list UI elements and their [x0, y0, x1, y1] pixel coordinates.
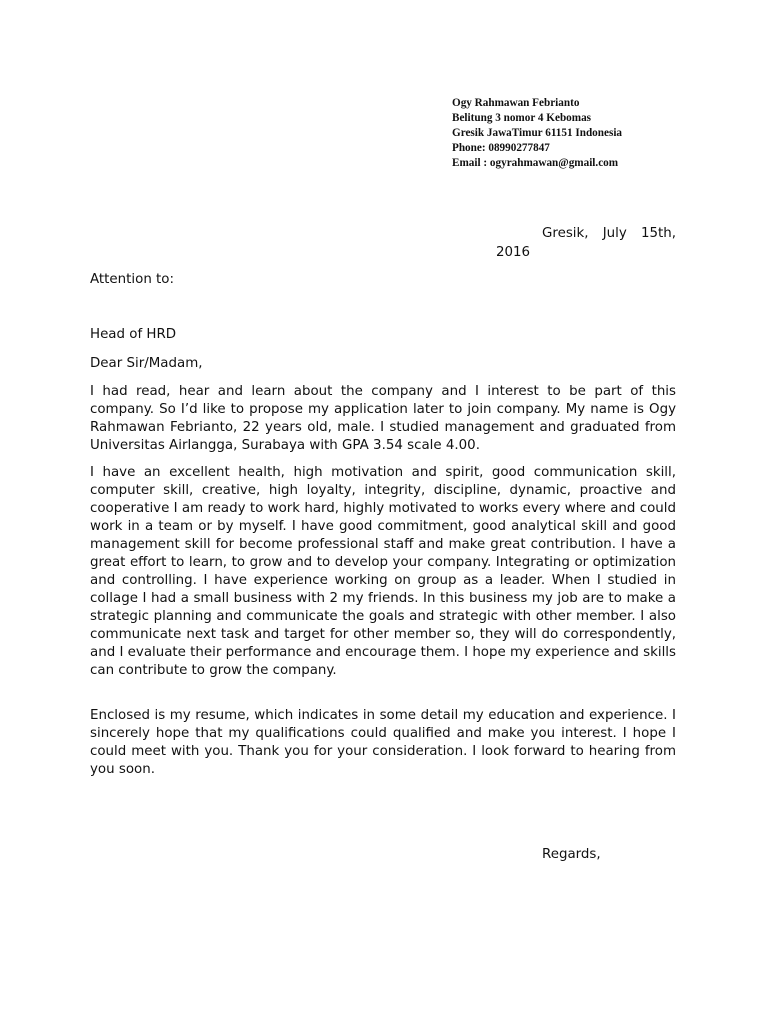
sender-block — [452, 96, 622, 171]
date-day: 15th, — [640, 226, 676, 241]
sender-phone: Phone: 08990277847 — [452, 142, 550, 154]
sender-address-line1: Belitung 3 nomor 4 Kebomas — [452, 112, 592, 124]
date-month: July — [602, 226, 627, 241]
date-year: 2016 — [496, 245, 531, 260]
recipient-line: Head of HRD — [90, 327, 177, 342]
sender-name: Ogy Rahmawan Febrianto — [452, 97, 580, 109]
paragraph-introduction: I had read, hear and learn about the company and I interest to be part of this company. So I’d like to propose my application later to join company. My name is Ogy Rahmawan Febrianto, 22 years old, male. I studied management and graduated from Universitas Airlangga, Surabaya with GPA 3.54 scale 4.00. — [90, 384, 676, 453]
sender-address-line2: Gresik JawaTimur 61151 Indonesia — [452, 127, 623, 139]
date-city: Gresik, — [542, 226, 589, 241]
salutation: Dear Sir/Madam, — [90, 356, 203, 371]
attention-line: Attention to: — [90, 272, 175, 287]
paragraph-closing: Enclosed is my resume, which indicates in some detail my education and experience. I sincerely hope that my qualifications could qualified and make you interest. I hope I could meet with you. Thank you for your consideration. I look forward to hearing from you soon. — [90, 708, 676, 777]
date-line-1 — [496, 224, 676, 243]
closing-regards: Regards, — [542, 847, 601, 862]
letter-date — [496, 224, 676, 262]
paragraph-qualifications: I have an excellent health, high motivation and spirit, good communication skill, computer skill, creative, high loyalty, integrity, discipline, dynamic, proactive and cooperative I am ready to work hard, highly motivated to works every where and could work in a team or by myself. I have good commitment, good analytical skill and good management skill for become professional staff and make great contribution. I have a great effort to learn, to grow and to develop your company. Integrating or optimization and controlling. I have experience working on group as a leader. When I studied in collage I had a small business with 2 my friends. In this business my job are to make a strategic planning and communicate the goals and strategic with other member. I also communicate next task and target for other member so, they will do correspondently, and I evaluate their performance and encourage them. I hope my experience and skills can contribute to grow the company. — [90, 465, 677, 678]
sender-email: Email : ogyrahmawan@gmail.com — [452, 157, 619, 169]
